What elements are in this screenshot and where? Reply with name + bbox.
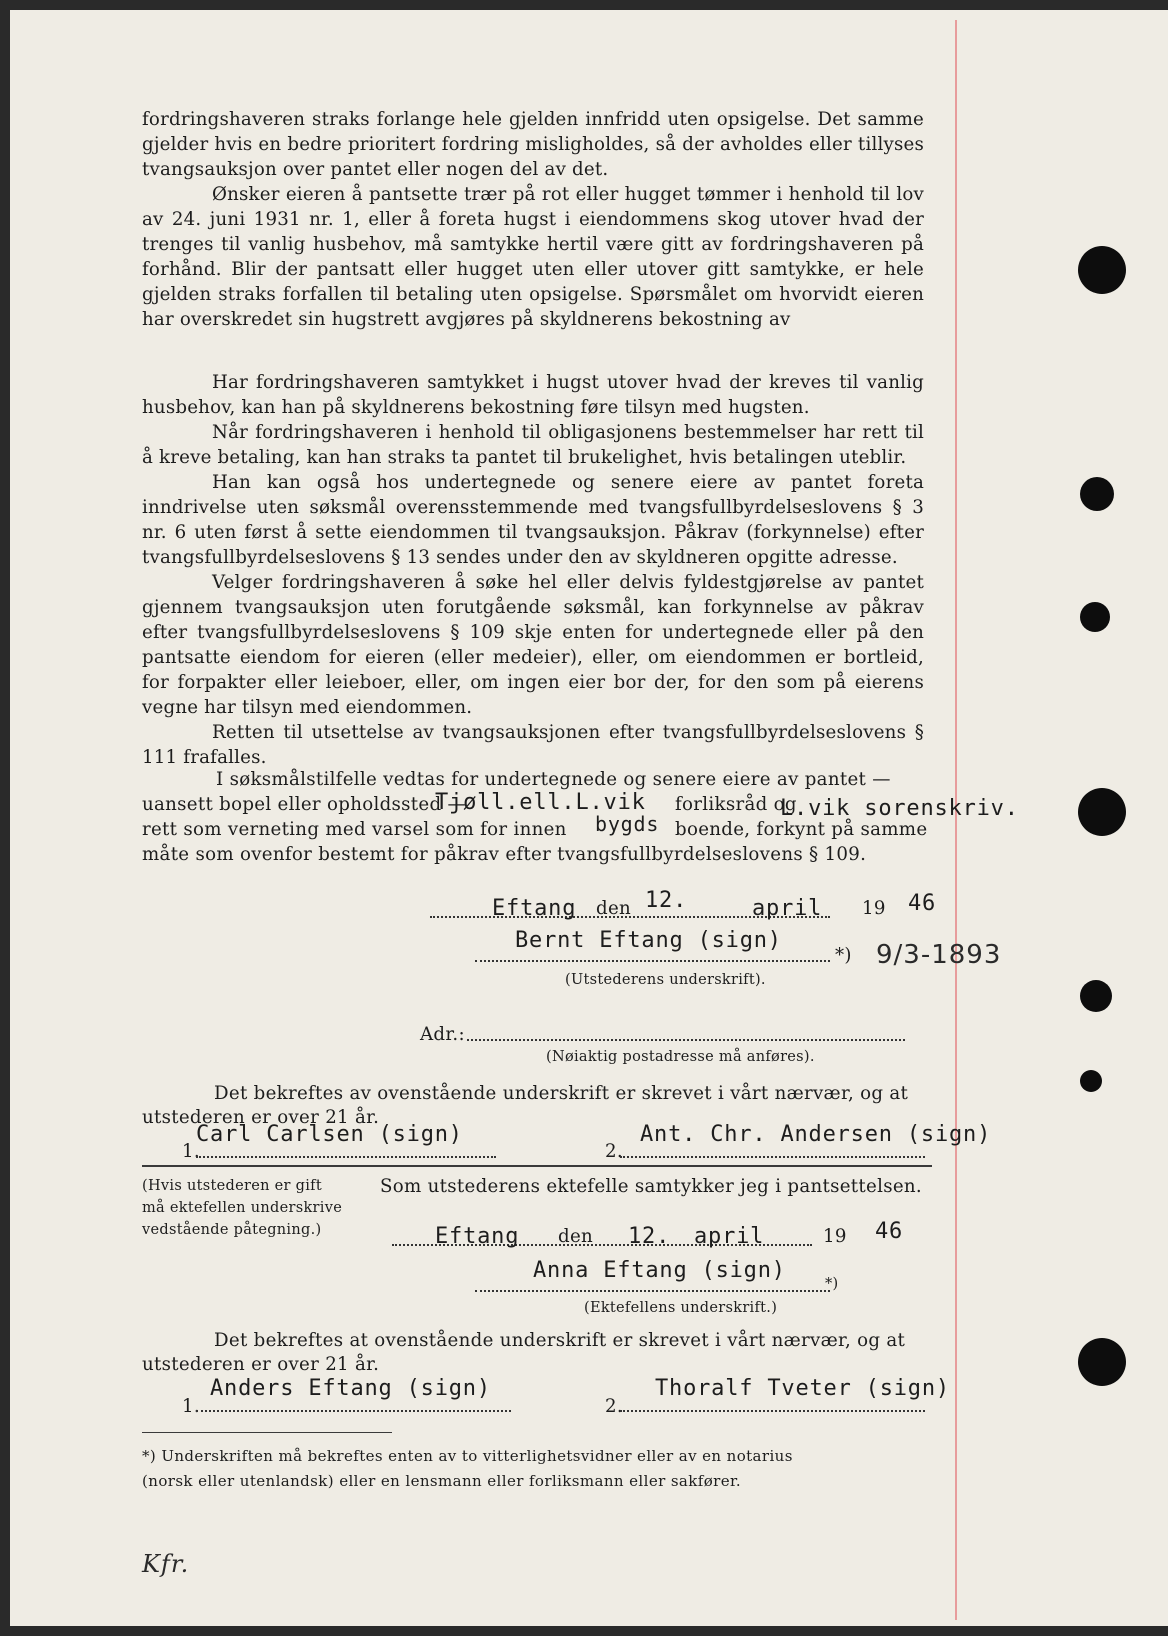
signature-line bbox=[475, 1290, 830, 1292]
den-label: den bbox=[596, 898, 632, 919]
issuer-day: 12. bbox=[645, 888, 688, 913]
footnote-marker: *) bbox=[825, 1276, 839, 1292]
punch-hole bbox=[1080, 1070, 1102, 1092]
venue-line-4: måte som ovenfor bestemt for påkrav efter tvangsfullbyrdelseslovens § 109. bbox=[142, 844, 867, 865]
spouse-side-note: vedstående påtegning.) bbox=[142, 1222, 322, 1238]
handwritten-mark: Kfr. bbox=[142, 1550, 190, 1578]
witness-line bbox=[620, 1410, 925, 1412]
witness-text-1: Det bekreftes at ovenstående underskrift er skrevet i vårt nærvær, og at bbox=[214, 1330, 906, 1351]
punch-hole bbox=[1080, 980, 1112, 1012]
spouse-heading: Som utstederens ektefelle samtykker jeg i pantsettelsen. bbox=[380, 1176, 922, 1197]
witness-text-2: utstederen er over 21 år. bbox=[142, 1354, 380, 1375]
witness-signature: Carl Carlsen (sign) bbox=[196, 1122, 463, 1147]
witness-signature: Thoralf Tveter (sign) bbox=[655, 1376, 950, 1401]
signature-line bbox=[475, 960, 830, 962]
witness-line bbox=[196, 1410, 511, 1412]
address-label: Adr.: bbox=[420, 1024, 465, 1045]
typed-forliksrad: Tjøll.ell.L.vik bbox=[435, 790, 646, 815]
paragraph: Når fordringshaveren i henhold til obligasjonens bestemmelser har rett til å kreve betaling, kan han straks ta pantet til brukelighet, hvis betalingen uteblir. bbox=[142, 422, 924, 468]
paragraph: fordringshaveren straks forlange hele gjelden innfridd uten opsigelse. Det samme gjelder hvis en bedre prioritert fordring misligholdes, så der avholdes eller tillyses tvangsauksjon over pantet eller nogen del av det. bbox=[142, 109, 924, 180]
venue-line-1: I søksmålstilfelle vedtas for undertegnede og senere eiere av pantet — bbox=[216, 769, 891, 790]
issuer-month: april bbox=[752, 896, 823, 921]
punch-hole bbox=[1078, 788, 1126, 836]
paragraph: Har fordringshaveren samtykket i hugst utover hvad der kreves til vanlig husbehov, kan han på skyldnerens bekostning føre tilsyn med hugsten. bbox=[142, 372, 924, 418]
punch-hole bbox=[1078, 1338, 1126, 1386]
spouse-side-note: (Hvis utstederen er gift bbox=[142, 1178, 322, 1194]
spouse-month: april bbox=[694, 1224, 765, 1249]
witness-number: 1. bbox=[182, 1141, 200, 1162]
issuer-signature: Bernt Eftang (sign) bbox=[515, 928, 782, 953]
spouse-day: 12. bbox=[628, 1224, 671, 1249]
issuer-birthdate: 9/3-1893 bbox=[876, 940, 1002, 970]
year-prefix: 19 bbox=[862, 898, 886, 919]
punch-hole bbox=[1080, 602, 1110, 632]
issuer-year: 46 bbox=[908, 891, 937, 916]
paragraph: Velger fordringshaveren å søke hel eller delvis fyldestgjørelse av pantet gjennem tvangsauksjon uten forutgående søksmål, kan forkynnelse av påkrav efter tvangsfullbyrdelseslovens § 109 skje enten for undertegnede eller på den pantsatte eiendom for eieren (eller medeier), eller, om eiendommen er bortleid, for forpakter eller leieboer, eller, om ingen eier bor der, for den som på eierens vegne har tilsyn med eiendommen. bbox=[142, 572, 924, 718]
witness-line bbox=[620, 1156, 925, 1158]
witness-text-2: utstederen er over 21 år. bbox=[142, 1107, 380, 1128]
venue-line-3b: boende, forkynt på samme bbox=[675, 819, 928, 840]
venue-line-3a: rett som verneting med varsel som for innen bbox=[142, 819, 567, 840]
issuer-signature-caption: (Utstederens underskrift). bbox=[565, 972, 766, 988]
witness-number: 2. bbox=[605, 1396, 623, 1417]
footnote-line: (norsk eller utenlandsk) eller en lensmann eller forliksmann eller sakfører. bbox=[142, 1472, 742, 1490]
typed-bygds: bygds bbox=[595, 812, 660, 836]
witness-number: 2. bbox=[605, 1141, 623, 1162]
conditions-text-main bbox=[142, 370, 924, 770]
paragraph: Han kan også hos undertegnede og senere eiere av pantet foreta inndrivelse uten søksmål overensstemmende med tvangsfullbyrdelseslovens § 3 nr. 6 uten først å sette eiendommen til tvangsauksjon. Påkrav (forkynnelse) efter tvangsfullbyrdelseslovens § 13 sendes under den av skyldneren opgitte adresse. bbox=[142, 472, 924, 568]
spouse-year: 46 bbox=[875, 1219, 904, 1244]
spouse-signature-caption: (Ektefellens underskrift.) bbox=[584, 1300, 778, 1316]
footnote-marker: *) bbox=[835, 945, 852, 966]
punch-hole bbox=[1080, 477, 1114, 511]
divider bbox=[142, 1165, 932, 1167]
address-caption: (Nøiaktig postadresse må anføres). bbox=[546, 1049, 815, 1065]
footnote-separator bbox=[142, 1432, 392, 1433]
conditions-text-top bbox=[142, 107, 924, 332]
den-label: den bbox=[558, 1226, 594, 1247]
witness-signature: Anders Eftang (sign) bbox=[210, 1376, 491, 1401]
spouse-side-note: må ektefellen underskrive bbox=[142, 1200, 343, 1216]
witness-signature: Ant. Chr. Andersen (sign) bbox=[640, 1122, 992, 1147]
witness-number: 1. bbox=[182, 1396, 200, 1417]
punch-hole bbox=[1078, 246, 1126, 294]
spouse-signature: Anna Eftang (sign) bbox=[533, 1258, 786, 1283]
witness-text-1: Det bekreftes av ovenstående underskrift er skrevet i vårt nærvær, og at bbox=[214, 1083, 909, 1104]
issuer-place: Eftang bbox=[492, 896, 577, 921]
year-prefix: 19 bbox=[823, 1226, 847, 1247]
footnote-line: *) Underskriften må bekreftes enten av to vitterlighetsvidner eller av en notarius bbox=[142, 1447, 793, 1465]
address-line bbox=[467, 1039, 905, 1041]
paragraph: Retten til utsettelse av tvangsauksjonen efter tvangsfullbyrdelseslovens § 111 frafalles. bbox=[142, 722, 924, 768]
paragraph: Ønsker eieren å pantsette trær på rot eller hugget tømmer i henhold til lov av 24. juni 1931 nr. 1, eller å foreta hugst i eiendommens skog utover hvad der trenges til vanlig husbehov, må samtykke hertil være gitt av fordringshaveren på forhånd. Blir der pantsatt eller hugget uten eller utover gitt samtykke, er hele gjelden straks forfallen til betaling uten opsigelse. Spørsmålet om hvorvidt eieren har overskredet sin hugstrett avgjøres på skyldnerens bekostning av bbox=[142, 184, 924, 330]
spouse-place: Eftang bbox=[435, 1224, 520, 1249]
witness-line bbox=[196, 1156, 496, 1158]
venue-line-2b: forliksråd og bbox=[675, 794, 797, 815]
typed-court: L.vik sorenskriv. bbox=[780, 796, 1019, 821]
venue-line-2a: uansett bopel eller opholdssted — bbox=[142, 794, 466, 815]
